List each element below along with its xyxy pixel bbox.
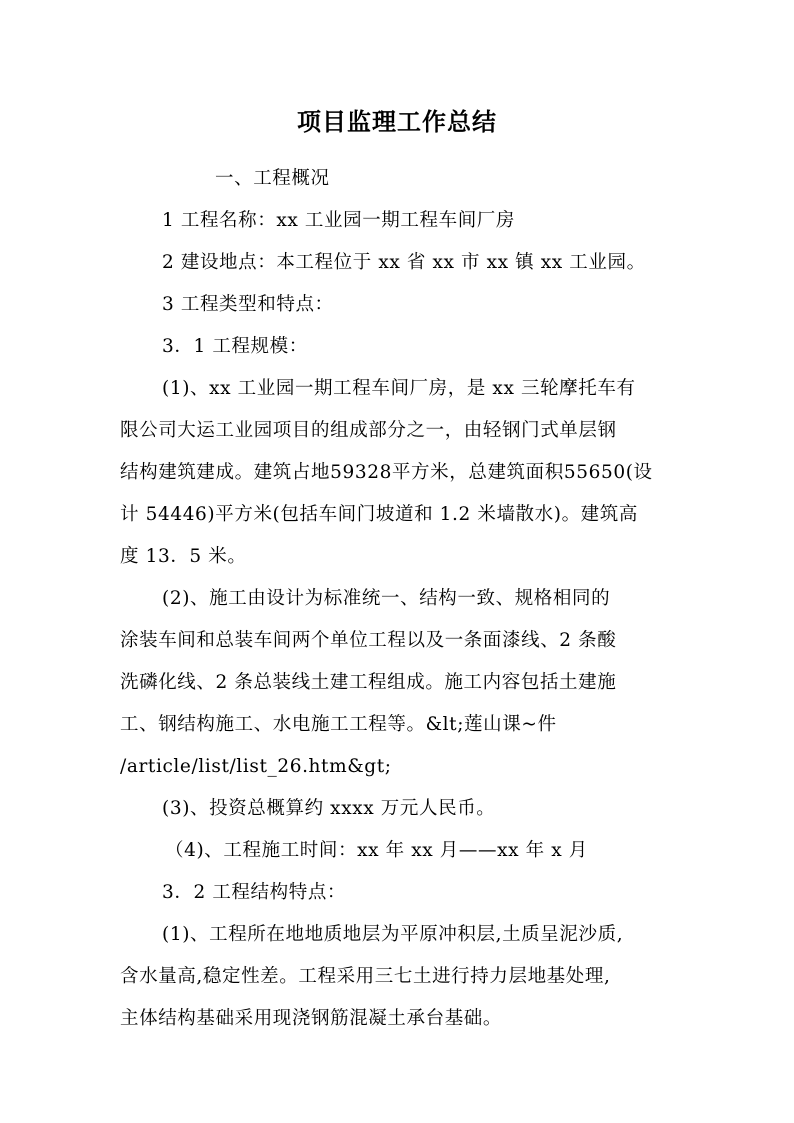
paragraph-line: 洗磷化线、2 条总装线土建工程组成。施工内容包括土建施: [120, 672, 617, 693]
paragraph-line: 2 建设地点：本工程位于 xx 省 xx 市 xx 镇 xx 工业园。: [162, 252, 646, 273]
subsection-heading: 3．2 工程结构特点：: [162, 882, 347, 903]
paragraph-line: (1)、xx 工业园一期工程车间厂房，是 xx 三轮摩托车有: [162, 378, 636, 399]
paragraph-line: 工、钢结构施工、水电施工工程等。&lt;莲山课~件: [120, 714, 557, 735]
paragraph-line: 主体结构基础采用现浇钢筋混凝土承台基础。: [120, 1008, 503, 1029]
paragraph-line: (1)、工程所在地地质地层为平原冲积层,土质呈泥沙质,: [162, 924, 624, 945]
paragraph-line: (2)、施工由设计为标准统一、结构一致、规格相同的: [162, 588, 611, 609]
paragraph-line: 3 工程类型和特点：: [162, 294, 334, 315]
paragraph-line: 涂装车间和总装车间两个单位工程以及一条面漆线、2 条酸: [120, 630, 617, 651]
section-heading: 一、工程概况: [215, 168, 330, 189]
document-title: 项目监理工作总结: [297, 108, 497, 136]
paragraph-line: (3)、投资总概算约 xxxx 万元人民币。: [162, 798, 496, 819]
paragraph-line: 1 工程名称：xx 工业园一期工程车间厂房: [162, 210, 515, 231]
paragraph-line: （4)、工程施工时间：xx 年 xx 月——xx 年 x 月: [165, 840, 588, 861]
paragraph-line: 含水量高,稳定性差。工程采用三七土进行持力层地基处理,: [120, 966, 611, 987]
subsection-heading: 3．1 工程规模：: [162, 336, 308, 357]
paragraph-line: 计 54446)平方米(包括车间门坡道和 1.2 米墙散水)。建筑高: [120, 504, 638, 525]
paragraph-line: 限公司大运工业园项目的组成部分之一，由轻钢门式单层钢: [120, 420, 617, 441]
paragraph-line: 结构建筑建成。建筑占地59328平方米，总建筑面积55650(设: [120, 462, 653, 483]
paragraph-line: /article/list/list_26.htm&gt;: [120, 756, 392, 777]
paragraph-line: 度 13．5 米。: [120, 546, 247, 567]
